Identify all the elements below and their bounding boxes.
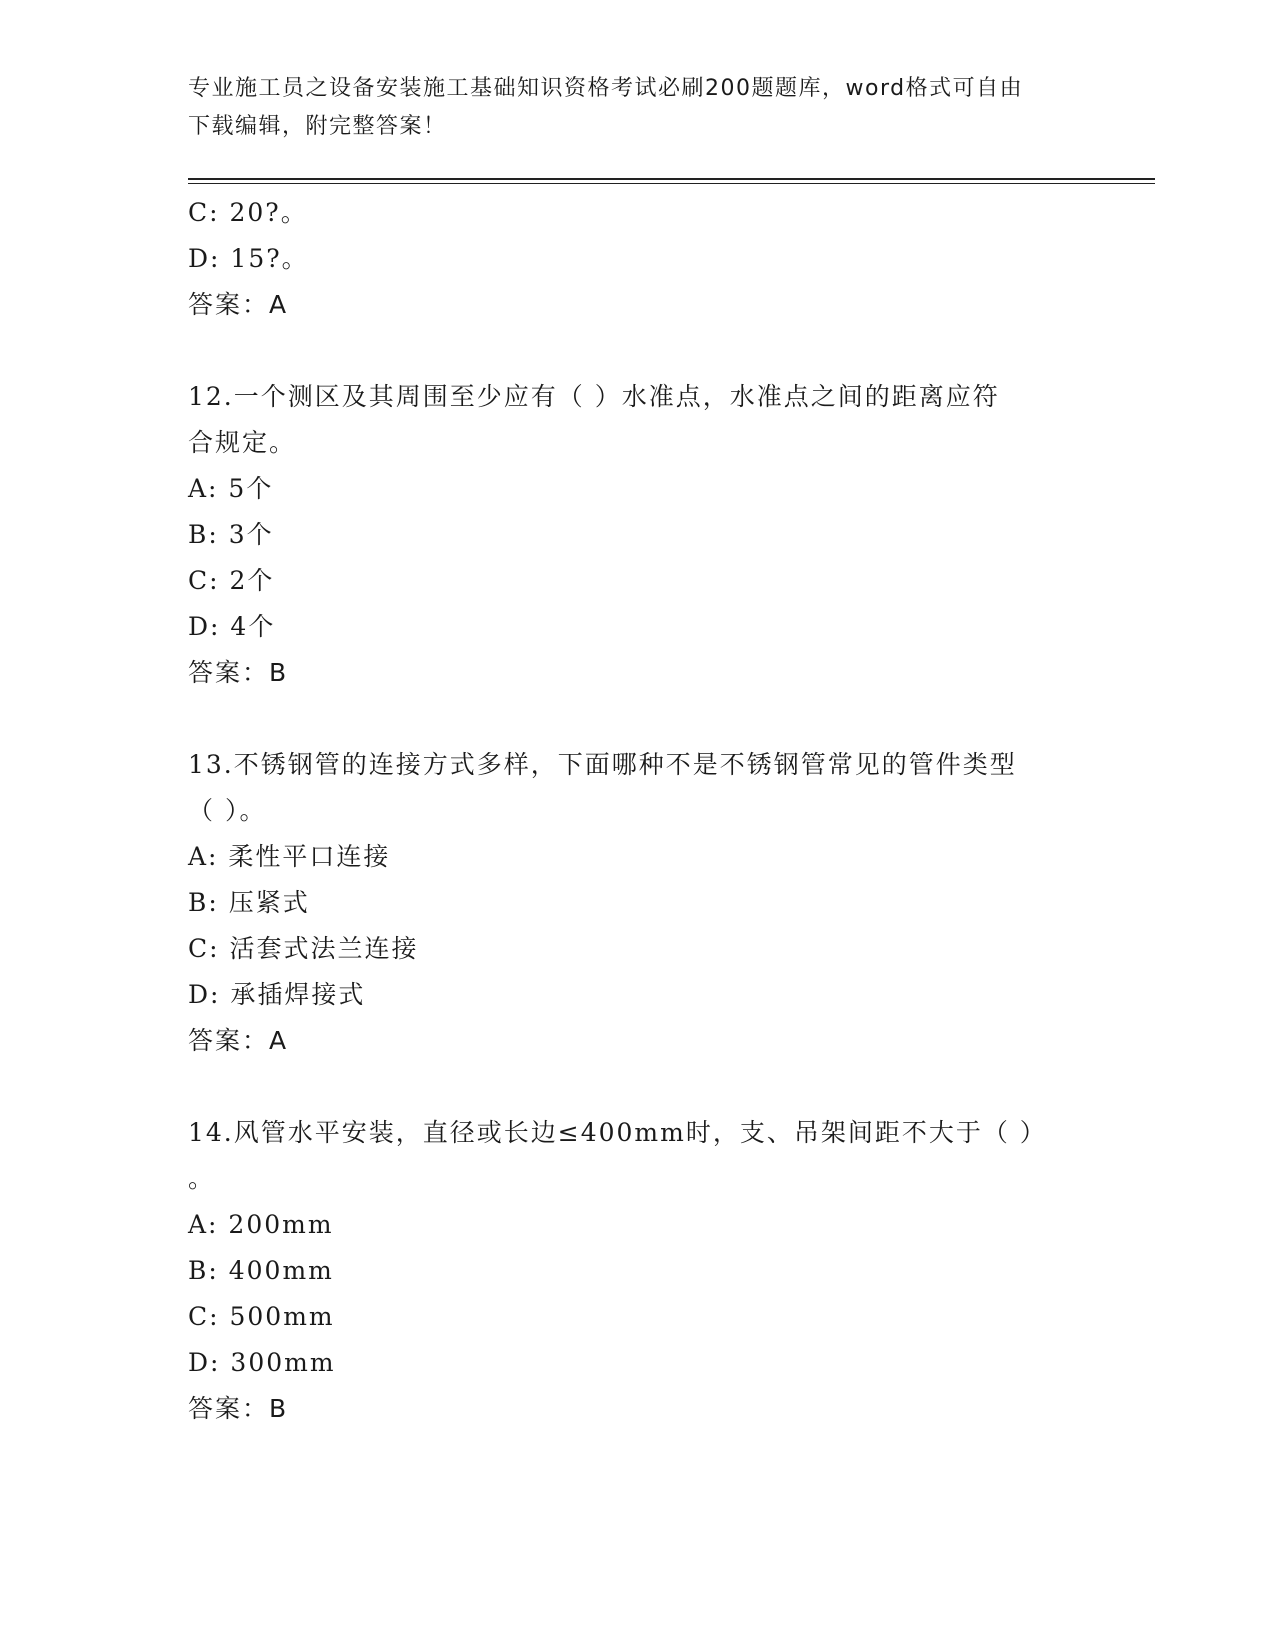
document-header — [188, 70, 1088, 146]
question-stem-line-2: 。 — [188, 1164, 216, 1193]
option-c: C: 20?。 — [188, 198, 308, 227]
header-title-line-1: 专业施工员之设备安装施工基础知识资格考试必刷200题题库，word格式可自由 — [188, 76, 1024, 101]
spacer — [188, 696, 1088, 742]
answer-label: 答案：B — [188, 658, 289, 687]
option-b: B: 400mm — [188, 1256, 334, 1285]
option-b: B: 3个 — [188, 520, 274, 549]
question-13 — [188, 742, 1088, 1064]
option-d: D: 15?。 — [188, 244, 309, 273]
header-divider-thin — [188, 183, 1155, 184]
question-stem-line-1: 14.风管水平安装，直径或长边≤400mm时，支、吊架间距不大于（ ） — [188, 1118, 1047, 1147]
option-a: A: 柔性平口连接 — [188, 842, 391, 871]
option-d: D: 4个 — [188, 612, 276, 641]
header-divider-thick — [188, 178, 1155, 180]
header-title-line-2: 下载编辑，附完整答案！ — [188, 114, 447, 139]
option-a: A: 5个 — [188, 474, 274, 503]
question-stem-line-2: （ ）。 — [188, 796, 267, 825]
question-12 — [188, 374, 1088, 696]
question-stem-line-2: 合规定。 — [188, 428, 297, 457]
spacer — [188, 328, 1088, 374]
answer-label: 答案：B — [188, 1394, 289, 1423]
question-14 — [188, 1110, 1088, 1432]
answer-label: 答案：A — [188, 1026, 289, 1055]
option-c: C: 500mm — [188, 1302, 335, 1331]
option-a: A: 200mm — [188, 1210, 334, 1239]
answer-label: 答案：A — [188, 290, 289, 319]
question-stem-line-1: 13.不锈钢管的连接方式多样，下面哪种不是不锈钢管常见的管件类型 — [188, 750, 1017, 779]
question-stem-line-1: 12.一个测区及其周围至少应有（ ）水准点，水准点之间的距离应符 — [188, 382, 1000, 411]
spacer — [188, 1064, 1088, 1110]
option-d: D: 300mm — [188, 1348, 336, 1377]
question-list — [188, 190, 1088, 1432]
option-c: C: 活套式法兰连接 — [188, 934, 419, 963]
option-d: D: 承插焊接式 — [188, 980, 366, 1009]
option-b: B: 压紧式 — [188, 888, 310, 917]
question-11-tail — [188, 190, 1088, 328]
option-c: C: 2个 — [188, 566, 275, 595]
